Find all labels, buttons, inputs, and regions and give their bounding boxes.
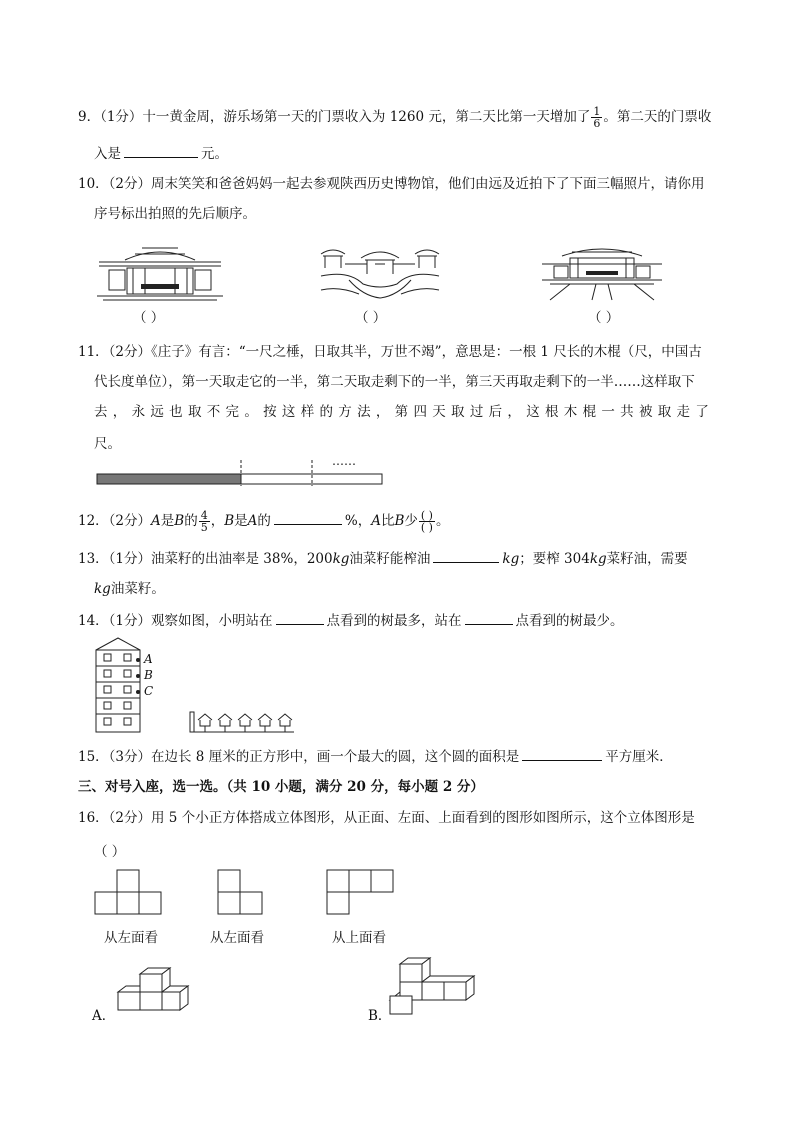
q13-answer-blank[interactable] (433, 548, 499, 563)
museum-photo-3 (540, 240, 664, 302)
q13-line1: 13．（1分）油菜籽的出油率是 38%，200kg油菜籽能榨油 kg；要榨 304kg菜籽油，需要 (78, 548, 688, 569)
q10-line2: 序号标出拍照的先后顺序。 (94, 206, 256, 222)
q9-fraction: $\frac{1}{6}$ (593, 105, 601, 130)
q11-line4: 尺。 (94, 436, 121, 452)
point-label-c: C (144, 684, 154, 698)
museum-photo-1 (97, 240, 223, 302)
q9-answer-blank[interactable] (124, 143, 198, 158)
q10-paren-3[interactable]: （ ） (588, 310, 620, 326)
point-label-a: A (144, 652, 153, 666)
view-caption-3: 从上面看 (332, 930, 386, 946)
q11-line2: 代长度单位），第一天取走它的一半，第二天取走剩下的一半，第三天再取走剩下的一半……这样取下 (94, 374, 695, 390)
q14-line: 14．（1分）观察如图，小明站在 点看到的树最多，站在 点看到的树最少。 (78, 610, 624, 631)
q9-text-b: 。第二天的门票收 (603, 109, 712, 125)
stick-ellipsis: …… (332, 454, 356, 468)
q9-text-a: 9．（1分）十一黄金周，游乐场第一天的门票收入为 1260 元，第二天比第一天增加了 (78, 109, 591, 125)
point-label-b: B (144, 668, 153, 682)
q12-answer-fraction[interactable]: $\frac{( )}{( )}$ (420, 509, 433, 534)
q9-line2: 入是 元。 (94, 143, 228, 164)
q13-line2: kg油菜籽。 (94, 581, 165, 597)
building-and-trees-figure (94, 636, 294, 736)
q12-line: 12．（2分）A是B的 $\frac{4}{5}$ ，B是A的 %，A比B少 $\frac{( )}{( )}$ 。 (78, 509, 450, 534)
q15-answer-blank[interactable] (522, 746, 602, 761)
q10-paren-2[interactable]: （ ） (355, 310, 387, 326)
option-b-cubes (388, 956, 482, 1016)
q16-line1: 16．（2分）用 5 个小正方体搭成立体图形，从正面、左面、上面看到的图形如图所示，这个立体图形是 (78, 810, 695, 826)
q16-paren[interactable]: （ ） (94, 844, 126, 860)
three-views-figure (94, 868, 414, 918)
view-caption-2: 从左面看 (210, 930, 264, 946)
q9-line1 (78, 106, 711, 129)
option-a-label[interactable]: A． (92, 1008, 116, 1024)
q11-line1: 11．（2分）《庄子》有言：“一尺之棰，日取其半，万世不竭”，意思是：一根 1 尺长的木棍（尺，中国古 (78, 344, 702, 360)
q10-line1: 10．（2分）周末笑笑和爸爸妈妈一起去参观陕西历史博物馆，他们由远及近拍下了下面三幅照片，请你用 (78, 176, 705, 192)
q12-fraction: $\frac{4}{5}$ (200, 509, 208, 534)
q11-line3: 去 ， 永 远 也 取 不 完 。 按 这 样 的 方 法 ， 第 四 天 取 过 后 ， 这 根 木 棍 一 共 被 取 走 了 (94, 404, 710, 420)
q12-answer-blank[interactable] (274, 510, 342, 525)
q14-blank-most[interactable] (276, 610, 324, 625)
q15-line: 15．（3分）在边长 8 厘米的正方形中，画一个最大的圆，这个圆的面积是 平方厘米． (78, 746, 673, 767)
view-caption-1: 从左面看 (104, 930, 158, 946)
section-3-heading: 三、对号入座，选一选。（共 10 小题，满分 20 分，每小题 2 分） (78, 779, 484, 795)
option-b-label[interactable]: B． (368, 1008, 392, 1024)
museum-photo-2 (319, 240, 441, 302)
q10-paren-1[interactable]: （ ） (133, 310, 165, 326)
q14-blank-least[interactable] (465, 610, 513, 625)
option-a-cubes (116, 966, 190, 1018)
